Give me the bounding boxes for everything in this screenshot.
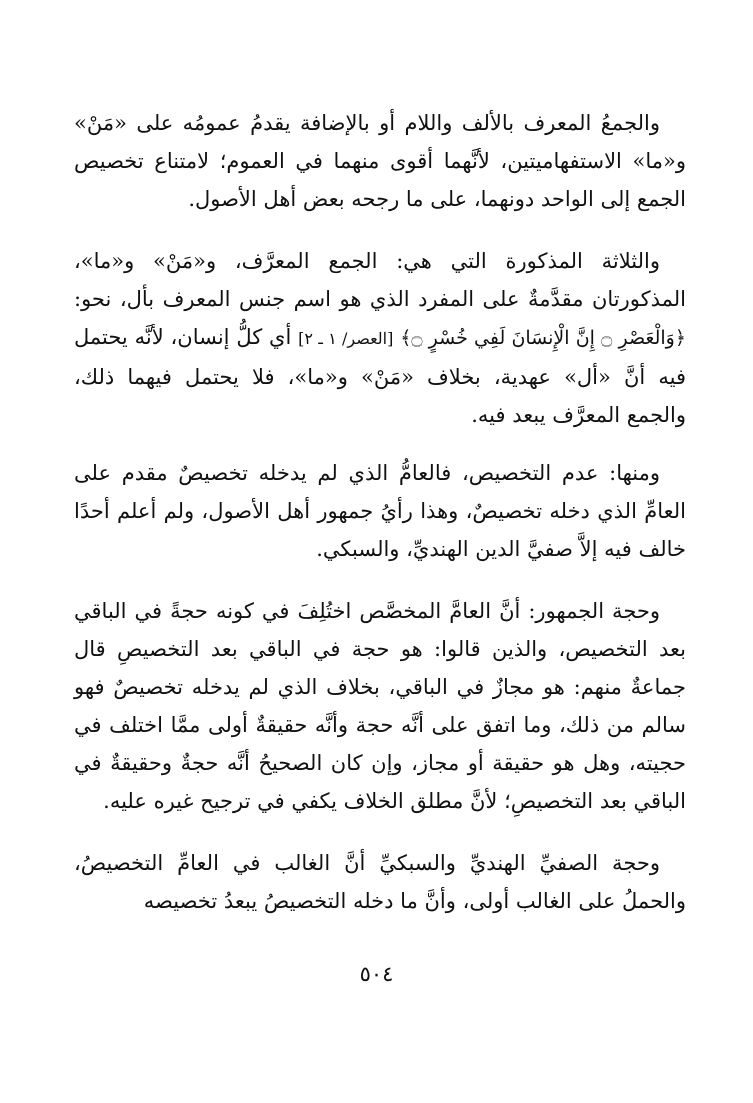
paragraph-2-text-after: أي كلُّ إنسان، لأنَّه يحتمل فيه أنَّ «أل» عهدية، بخلاف «مَنْ» و«ما»، فلا يحتمل فيهما ذلك، والجمع المعرَّف يبعد فيه. xyxy=(74,325,686,427)
paragraph-2-text-before: والثلاثة المذكورة التي هي: الجمع المعرَّف، و«مَنْ» و«ما»، المذكورتان مقدَّمةٌ على المفرد الذي هو اسم جنس المعرف بأل، نحو: xyxy=(74,249,686,311)
paragraph-4: وحجة الجمهور: أنَّ العامَّ المخصَّص اختُلِفَ في كونه حجةً في الباقي بعد التخصيص، والذين قالوا: هو حجة في الباقي بعد التخصيصِ قال جماعةٌ منهم: هو مجازٌ في الباقي، بخلاف الذي لم يدخله تخصيصٌ فهو سالم من ذلك، وما اتفق على أنَّه حجة وأنَّه حقيقةٌ أولى ممَّا اختلف في حجيته، وهل هو حقيقة أو مجاز، وإن كان الصحيحُ أنَّه حجةٌ وحقيقةٌ في الباقي بعد التخصيصِ؛ لأنَّ مطلق الخلاف يكفي في ترجيح غيره عليه. xyxy=(74,599,686,813)
quran-reference: [العصر/ ١ ـ ٢] xyxy=(298,329,394,348)
paragraph-5: وحجة الصفيِّ الهنديِّ والسبكيِّ أنَّ الغالب في العامِّ التخصيصُ، والحملُ على الغالب أولى، وأنَّ ما دخله التخصيصُ يبعدُ تخصيصه xyxy=(74,851,686,913)
page-body xyxy=(74,104,686,944)
quran-verse: ﴿وَالْعَصْرِ ۝ إِنَّ الْإِنسَانَ لَفِي خُسْرٍ ۝﴾ xyxy=(400,327,686,349)
paragraph-1: والجمعُ المعرف بالألف واللام أو بالإضافة يقدمُ عمومُه على «مَنْ» و«ما» الاستفهاميتين، لأنَّهما أقوى منهما في العموم؛ لامتناع تخصيص الجمع إلى الواحد دونهما، على ما رجحه بعض أهل الأصول. xyxy=(74,111,686,211)
paragraph-2 xyxy=(74,242,686,434)
page-number: ٥٠٤ xyxy=(359,962,394,986)
paragraph-3: ومنها: عدم التخصيص، فالعامُّ الذي لم يدخله تخصيصٌ مقدم على العامِّ الذي دخله تخصيصٌ، وهذا رأيُ جمهور أهل الأصول، ولم أعلم أحدًا خالف فيه إلاَّ صفيَّ الدين الهنديِّ، والسبكي. xyxy=(74,461,686,561)
